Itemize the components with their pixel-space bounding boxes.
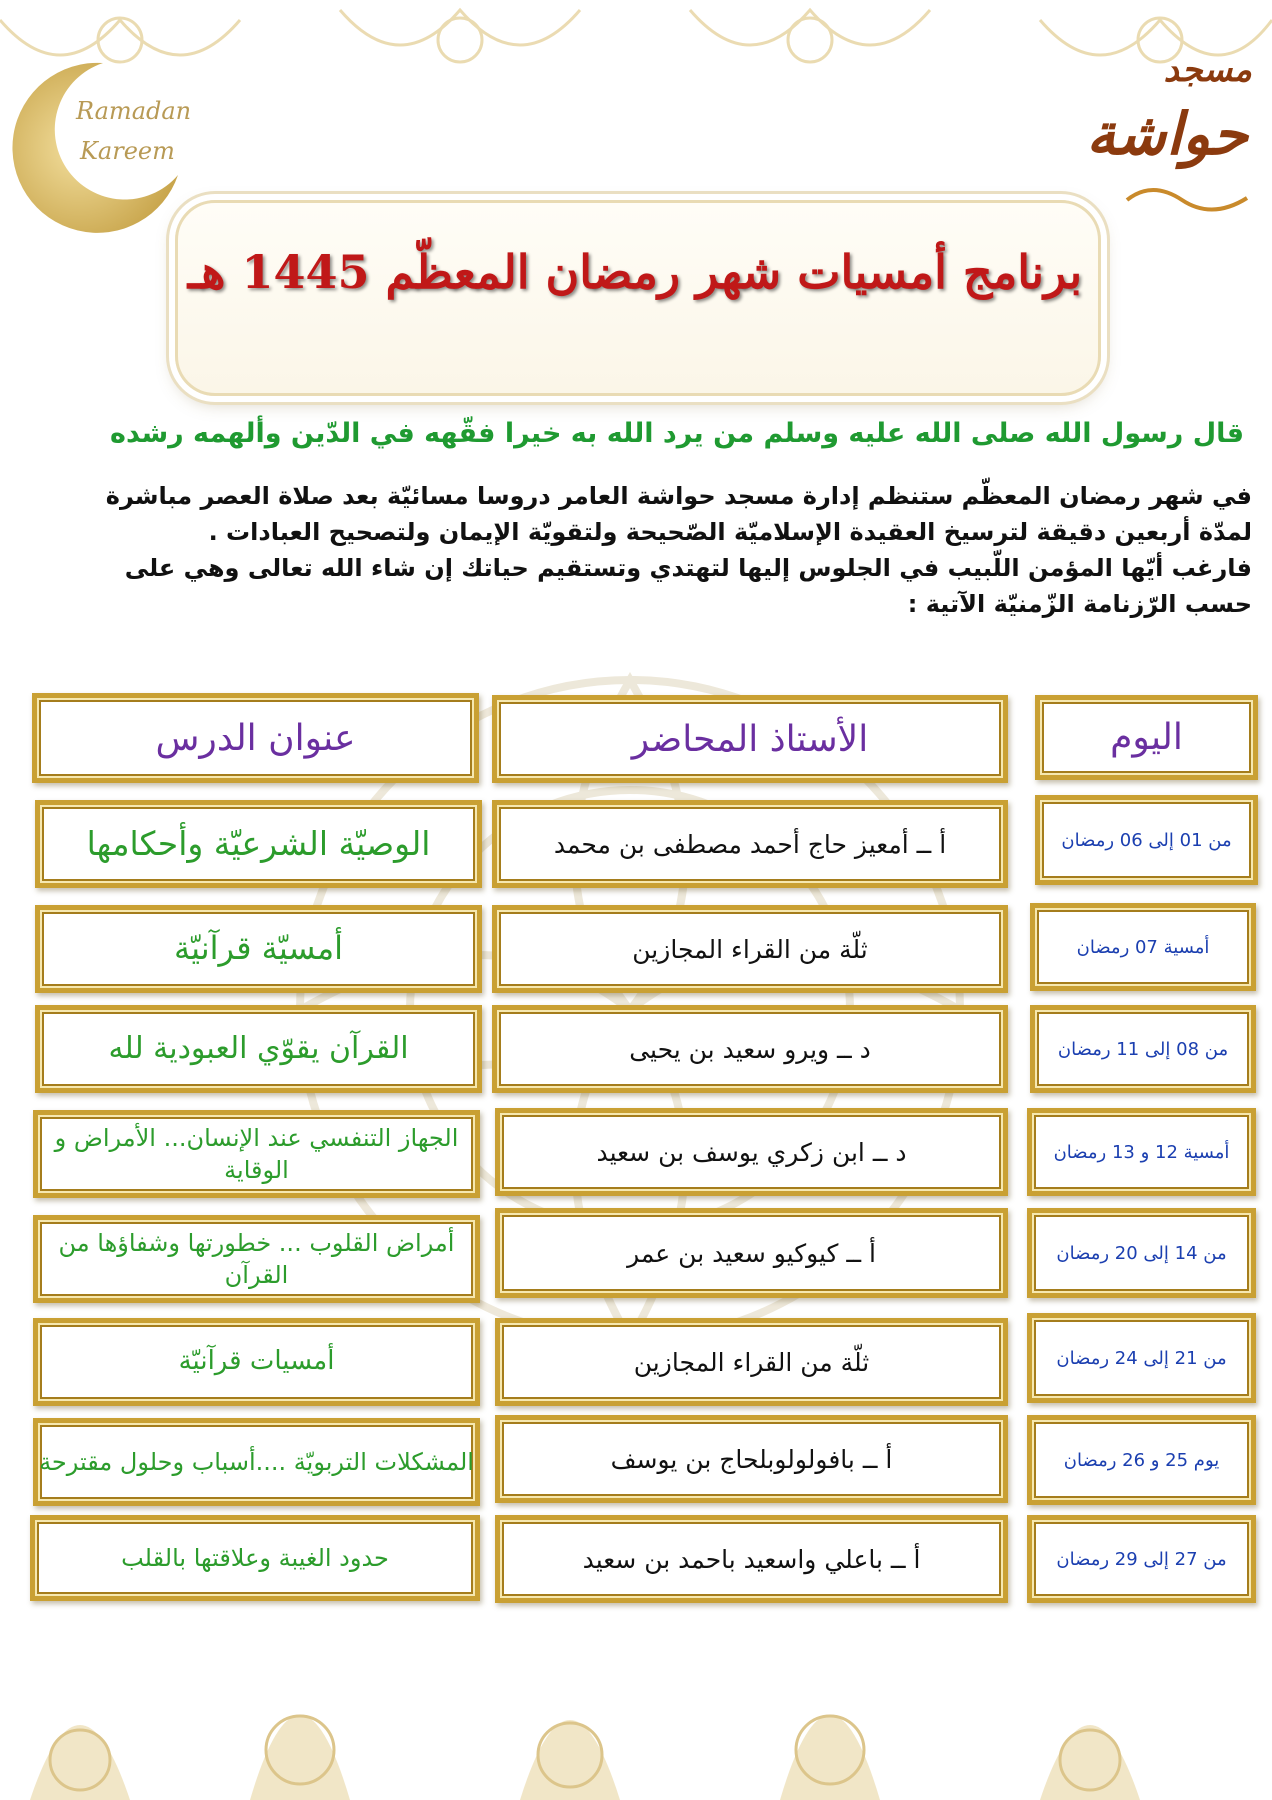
calligraphy-flourish-icon — [1122, 180, 1252, 220]
mosque-logo-word-masjid: مسجد — [1163, 50, 1252, 90]
topic-cell — [35, 905, 482, 993]
lecturer-name: أ ــ بافولولوبلحاج بن يوسف — [610, 1444, 893, 1474]
lecturer-cell — [495, 1108, 1008, 1196]
topic-cell — [35, 800, 482, 888]
moon-text-ramadan: Ramadan — [76, 97, 192, 125]
day-label: من 14 إلى 20 رمضان — [1056, 1242, 1227, 1264]
schedule-day-cell — [1027, 1313, 1256, 1403]
day-label: من 27 إلى 29 رمضان — [1056, 1548, 1227, 1570]
lecturer-cell — [495, 1208, 1008, 1298]
lecturer-cell — [495, 1515, 1008, 1603]
schedule-day-cell — [1027, 1415, 1256, 1505]
topic-cell — [33, 1215, 480, 1303]
topic-cell — [30, 1515, 480, 1601]
schedule-day-cell — [1027, 1208, 1256, 1298]
topic-title: أمسيات قرآنيّة — [178, 1346, 335, 1377]
mosque-logo-word-name: حواشة — [1086, 100, 1248, 168]
intro-line: فارغب أيّها المؤمن اللّبيب في الجلوس إليها لتهتدي وتستقيم حياتك إن شاء الله تعالى وهي على — [124, 554, 1252, 582]
topic-title: أمراض القلوب ... خطورتها وشفاؤها من القرآن — [58, 1228, 455, 1289]
lecturer-name: د ــ ابن زكري يوسف بن سعيد — [596, 1137, 907, 1167]
lecturer-name: د ــ ويرو سعيد بن يحيى — [629, 1034, 871, 1064]
topic-cell — [33, 1318, 480, 1406]
lecturer-name: أ ــ باعلي واسعيد باحمد بن سعيد — [582, 1544, 921, 1574]
schedule-day-cell — [1030, 1005, 1256, 1093]
header-lecturer-label: الأستاذ المحاضر — [631, 718, 869, 760]
lecturer-name: أ ــ أمعيز حاج أحمد مصطفى بن محمد — [553, 829, 947, 859]
day-label: من 01 إلى 06 رمضان — [1061, 829, 1232, 851]
lecturer-cell — [492, 1005, 1008, 1093]
day-label: من 21 إلى 24 رمضان — [1056, 1347, 1227, 1369]
moon-text-kareem: Kareem — [80, 137, 175, 165]
lecturer-cell — [492, 905, 1008, 993]
schedule-day-cell — [1035, 795, 1258, 885]
day-label: أمسية 12 و 13 رمضان — [1053, 1141, 1230, 1163]
lecturer-cell — [495, 1318, 1008, 1406]
page-title: برنامج أمسيات شهر رمضان المعظّم 1445 هـ — [187, 245, 1083, 299]
hadith-line: قال رسول الله صلى الله عليه وسلم من يرد الله به خيرا فقّهه في الدّين وألهمه رشده — [110, 418, 1244, 449]
header-topic — [32, 693, 479, 783]
header-day-label: اليوم — [1110, 717, 1183, 758]
topic-title: أمسيّة قرآنيّة — [173, 929, 344, 968]
header-topic-label: عنوان الدرس — [155, 717, 356, 759]
mosque-calligraphy-logo — [1086, 40, 1252, 215]
schedule-day-cell — [1027, 1515, 1256, 1603]
intro-line: لمدّة أربعين دقيقة لترسيخ العقيدة الإسلاميّة الصّحيحة ولتقويّة الإيمان ولتصحيح العبادات . — [208, 518, 1252, 546]
intro-paragraph — [20, 478, 1252, 622]
lecturer-name: أ ــ كيوكيو سعيد بن عمر — [627, 1238, 876, 1268]
topic-title: حدود الغيبة وعلاقتها بالقلب — [121, 1543, 389, 1572]
day-label: أمسية 07 رمضان — [1076, 936, 1210, 958]
topic-title: الوصيّة الشرعيّة وأحكامها — [86, 823, 431, 863]
topic-cell — [35, 1005, 482, 1093]
lecturer-cell — [492, 800, 1008, 888]
topic-cell — [33, 1418, 480, 1506]
header-day — [1035, 695, 1258, 780]
schedule-day-cell — [1030, 903, 1256, 991]
lecturer-name: ثلّة من القراء المجازين — [632, 934, 868, 964]
intro-line: حسب الرّزنامة الزّمنيّة الآتية : — [907, 590, 1252, 618]
header-lecturer — [492, 695, 1008, 783]
intro-line: في شهر رمضان المعظّم ستنظم إدارة مسجد حواشة العامر دروسا مسائيّة بعد صلاة العصر مباشرة — [105, 482, 1252, 510]
lecturer-cell — [495, 1415, 1008, 1503]
topic-title: الجهاز التنفسي عند الإنسان... الأمراض و الوقاية — [54, 1123, 459, 1184]
topic-title: المشكلات التربويّة ....أسباب وحلول مقترحة — [39, 1447, 474, 1476]
ramadan-kareem-logo — [8, 55, 192, 235]
topic-title: القرآن يقوّي العبودية لله — [108, 1030, 409, 1066]
schedule-day-cell — [1027, 1108, 1256, 1196]
bottom-ornament-border — [0, 1610, 1272, 1800]
lecturer-name: ثلّة من القراء المجازين — [633, 1347, 870, 1377]
topic-cell — [33, 1110, 480, 1198]
day-label: من 08 إلى 11 رمضان — [1057, 1038, 1229, 1060]
day-label: يوم 25 و 26 رمضان — [1063, 1449, 1220, 1471]
